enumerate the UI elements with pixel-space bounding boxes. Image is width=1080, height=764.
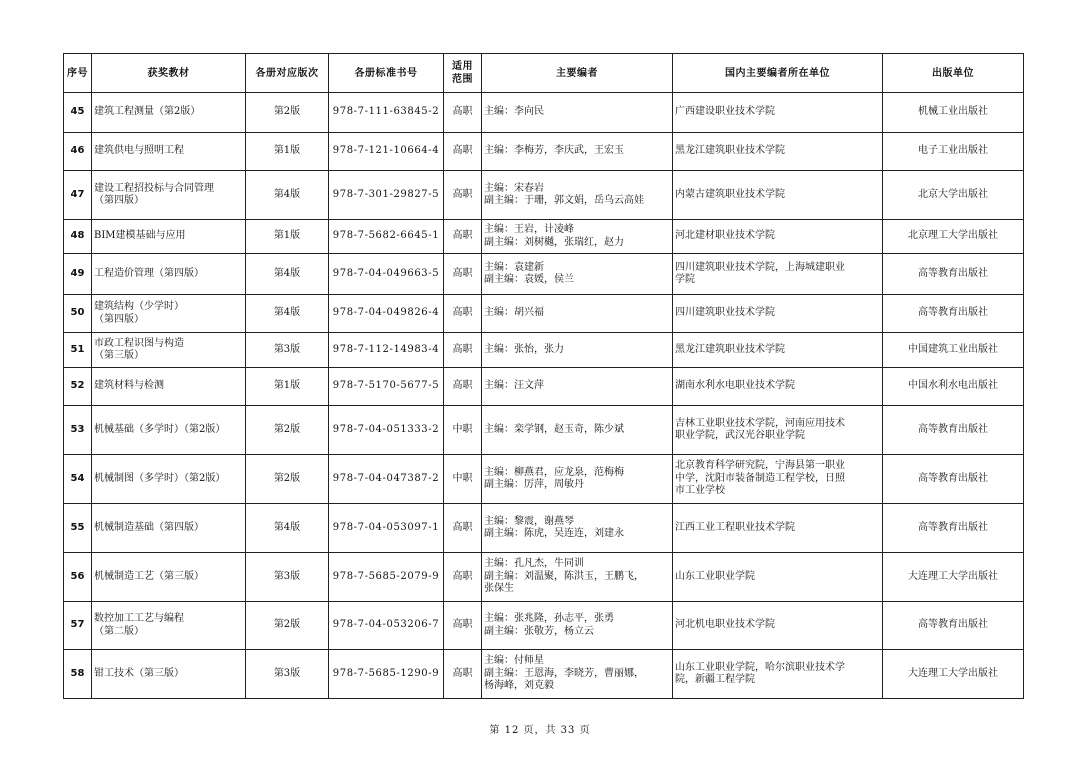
table-row [64, 254, 1024, 295]
isbn-number: 978-7-5682-6645-1 [329, 220, 444, 254]
main-editors-line: 副主编：刘树樾，张瑞红，赵力 [484, 236, 624, 248]
editor-organization-line: 河北建材职业技术学院 [675, 230, 775, 242]
isbn-number: 978-7-04-053206-7 [329, 602, 444, 650]
main-editors-line: 主编：付师星 [484, 655, 544, 667]
row-number: 50 [64, 295, 92, 333]
row-number: 56 [64, 553, 92, 602]
edition-version: 第2版 [246, 93, 329, 133]
main-editors [482, 602, 673, 650]
editor-organization-line: 吉林工业职业技术学院，河南应用技术 [675, 417, 845, 429]
applicable-scope: 高职 [444, 368, 482, 406]
editor-organization [673, 93, 883, 133]
textbook-title [92, 220, 246, 254]
main-editors-line: 主编：孔凡杰，牛同训 [484, 558, 584, 570]
editor-organization-line: 广西建设职业技术学院 [675, 106, 775, 118]
isbn-number: 978-7-04-053097-1 [329, 504, 444, 553]
editor-organization-line: 黑龙江建筑职业技术学院 [675, 145, 785, 157]
main-editors-line: 主编：栾学钢，赵玉奇，陈少斌 [484, 423, 624, 435]
editor-organization [673, 220, 883, 254]
table-row [64, 93, 1024, 133]
main-editors-line: 主编：宋春岩 [484, 182, 544, 194]
editor-organization [673, 602, 883, 650]
textbook-title-line: 建筑结构（少学时） [94, 301, 184, 312]
isbn-number: 978-7-301-29827-5 [329, 171, 444, 220]
main-editors [482, 295, 673, 333]
editor-organization [673, 368, 883, 406]
isbn-number: 978-7-04-049663-5 [329, 254, 444, 295]
edition-version: 第3版 [246, 553, 329, 602]
editor-organization-line: 黑龙江建筑职业技术学院 [675, 343, 785, 355]
applicable-scope: 高职 [444, 295, 482, 333]
main-editors-line: 主编：张怡，张力 [484, 343, 564, 355]
table-row [64, 553, 1024, 602]
editor-organization-line: 湖南水利水电职业技术学院 [675, 380, 795, 392]
isbn-number: 978-7-111-63845-2 [329, 93, 444, 133]
edition-version: 第1版 [246, 133, 329, 171]
editor-organization-line: 山东工业职业学院，哈尔滨职业技术学 [675, 661, 845, 673]
textbook-title [92, 333, 246, 368]
textbook-title [92, 650, 246, 699]
textbook-title-line: 市政工程识图与构造 [94, 337, 184, 349]
header-no: 序号 [64, 54, 92, 93]
main-editors-line: 副主编：张敬芳，杨立云 [484, 625, 594, 637]
row-number: 53 [64, 406, 92, 455]
publisher-name: 高等教育出版社 [883, 406, 1024, 455]
table-row [64, 295, 1024, 333]
main-editors-line: 副主编：陈虎，吴连连，刘建永 [484, 528, 624, 539]
main-editors-line: 副主编：刘温聚，陈洪玉，王鹏飞， [484, 570, 644, 582]
editor-organization [673, 171, 883, 220]
editor-organization [673, 650, 883, 699]
applicable-scope: 高职 [444, 171, 482, 220]
editor-organization-line: 中学，沈阳市装备制造工程学校，日照 [675, 472, 845, 484]
applicable-scope: 高职 [444, 333, 482, 368]
main-editors [482, 220, 673, 254]
textbook-title-line: 工程造价管理（第四版） [94, 267, 204, 279]
applicable-scope: 高职 [444, 133, 482, 171]
textbook-title [92, 602, 246, 650]
applicable-scope: 高职 [444, 254, 482, 295]
edition-version: 第3版 [246, 650, 329, 699]
textbook-title-line: 机械制图（多学时）（第2版） [94, 472, 226, 484]
applicable-scope: 中职 [444, 406, 482, 455]
publisher-name: 高等教育出版社 [883, 504, 1024, 553]
textbook-title-line: （第二版） [94, 625, 144, 637]
row-number: 51 [64, 333, 92, 368]
applicable-scope: 高职 [444, 504, 482, 553]
editor-organization-line: 山东工业职业学院 [675, 570, 755, 582]
row-number: 45 [64, 93, 92, 133]
main-editors [482, 455, 673, 504]
header-editors: 主要编者 [482, 54, 673, 93]
applicable-scope: 中职 [444, 455, 482, 504]
textbook-title-line: 建筑工程测量（第2版） [94, 106, 201, 118]
editor-organization [673, 553, 883, 602]
publisher-name: 北京理工大学出版社 [883, 220, 1024, 254]
table-row [64, 333, 1024, 368]
table-row [64, 368, 1024, 406]
textbook-title-line: BIM建模基础与应用 [94, 230, 186, 242]
main-editors-line: 杨海峰，刘克毅 [484, 680, 554, 692]
main-editors [482, 368, 673, 406]
publisher-name: 机械工业出版社 [883, 93, 1024, 133]
textbook-title [92, 455, 246, 504]
textbook-title [92, 93, 246, 133]
textbook-title [92, 133, 246, 171]
main-editors-line: 主编：黎震，谢燕琴 [484, 515, 574, 527]
table-row [64, 455, 1024, 504]
edition-version: 第4版 [246, 295, 329, 333]
header-isbn: 各册标准书号 [329, 54, 444, 93]
edition-version: 第1版 [246, 368, 329, 406]
applicable-scope: 高职 [444, 650, 482, 699]
main-editors [482, 133, 673, 171]
main-editors-line: 主编：袁建新 [484, 261, 544, 273]
publisher-name: 电子工业出版社 [883, 133, 1024, 171]
main-editors-line: 张保生 [484, 583, 514, 595]
main-editors-line: 副主编：于珊，郭文娟，岳乌云高娃 [484, 195, 644, 206]
edition-version: 第3版 [246, 333, 329, 368]
table-row [64, 220, 1024, 254]
textbook-title [92, 254, 246, 295]
row-number: 57 [64, 602, 92, 650]
editor-organization-line: 学院 [675, 274, 695, 285]
isbn-number: 978-7-5685-2079-9 [329, 553, 444, 602]
textbook-title-line: 数控加工工艺与编程 [94, 613, 184, 624]
row-number: 58 [64, 650, 92, 699]
main-editors-line: 主编：张兆隆，孙志平，张勇 [484, 613, 614, 624]
textbook-title [92, 553, 246, 602]
row-number: 47 [64, 171, 92, 220]
main-editors-line: 主编：王岩，计凌峰 [484, 224, 574, 235]
edition-version: 第2版 [246, 455, 329, 504]
applicable-scope: 高职 [444, 220, 482, 254]
editor-organization-line: 院，新疆工程学院 [675, 674, 755, 685]
main-editors-line: 主编：李向民 [484, 106, 544, 118]
textbook-title-line: 建筑材料与检测 [94, 380, 164, 392]
header-scope-line2: 范围 [452, 74, 473, 85]
editor-organization-line: 市工业学校 [675, 485, 725, 497]
table-body [64, 93, 1024, 699]
header-publisher: 出版单位 [883, 54, 1024, 93]
edition-version: 第2版 [246, 602, 329, 650]
editor-organization [673, 504, 883, 553]
isbn-number: 978-7-121-10664-4 [329, 133, 444, 171]
main-editors [482, 254, 673, 295]
editor-organization-line: 河北机电职业技术学院 [675, 619, 775, 631]
editor-organization-line: 内蒙古建筑职业技术学院 [675, 188, 785, 200]
main-editors-line: 主编：李梅芳，李庆武，王宏玉 [484, 145, 624, 157]
publisher-name: 高等教育出版社 [883, 455, 1024, 504]
table-row [64, 602, 1024, 650]
main-editors [482, 333, 673, 368]
textbook-title-line: （第四版） [94, 195, 144, 206]
textbook-title-line: 建设工程招投标与合同管理 [94, 182, 214, 194]
table-row [64, 406, 1024, 455]
textbook-title [92, 504, 246, 553]
publisher-name: 大连理工大学出版社 [883, 553, 1024, 602]
textbook-title [92, 406, 246, 455]
textbook-title-line: 机械制造工艺（第三版） [94, 570, 204, 582]
main-editors [482, 504, 673, 553]
isbn-number: 978-7-112-14983-4 [329, 333, 444, 368]
publisher-name: 中国水利水电出版社 [883, 368, 1024, 406]
editor-organization [673, 406, 883, 455]
row-number: 48 [64, 220, 92, 254]
editor-organization [673, 455, 883, 504]
applicable-scope: 高职 [444, 93, 482, 133]
edition-version: 第4版 [246, 504, 329, 553]
publisher-name: 北京大学出版社 [883, 171, 1024, 220]
publisher-name: 高等教育出版社 [883, 295, 1024, 333]
header-scope-line1: 适用 [452, 61, 473, 72]
main-editors [482, 553, 673, 602]
textbook-title-line: （第三版） [94, 350, 144, 361]
main-editors-line: 主编：汪文萍 [484, 380, 544, 392]
editor-organization-line: 四川建筑职业技术学院，上海城建职业 [675, 261, 845, 273]
textbook-title [92, 368, 246, 406]
applicable-scope: 高职 [444, 602, 482, 650]
main-editors [482, 171, 673, 220]
table-row [64, 133, 1024, 171]
header-version: 各册对应版次 [246, 54, 329, 93]
header-org: 国内主要编者所在单位 [673, 54, 883, 93]
table-row [64, 171, 1024, 220]
row-number: 49 [64, 254, 92, 295]
isbn-number: 978-7-04-049826-4 [329, 295, 444, 333]
isbn-number: 978-7-5170-5677-5 [329, 368, 444, 406]
edition-version: 第2版 [246, 406, 329, 455]
header-scope [444, 54, 482, 93]
row-number: 55 [64, 504, 92, 553]
editor-organization [673, 133, 883, 171]
publisher-name: 高等教育出版社 [883, 254, 1024, 295]
textbook-title [92, 295, 246, 333]
textbook-title [92, 171, 246, 220]
editor-organization [673, 333, 883, 368]
editor-organization-line: 北京教育科学研究院，宁海县第一职业 [675, 460, 845, 472]
isbn-number: 978-7-04-047387-2 [329, 455, 444, 504]
main-editors-line: 主编：柳燕君，应龙泉，范梅梅 [484, 466, 624, 478]
main-editors-line: 副主编：厉萍，周敏丹 [484, 479, 584, 490]
main-editors-line: 主编：胡兴福 [484, 307, 544, 319]
editor-organization [673, 295, 883, 333]
table-header-row [64, 54, 1024, 93]
editor-organization-line: 职业学院，武汉光谷职业学院 [675, 430, 805, 441]
editor-organization-line: 四川建筑职业技术学院 [675, 307, 775, 319]
main-editors [482, 406, 673, 455]
applicable-scope: 高职 [444, 553, 482, 602]
edition-version: 第1版 [246, 220, 329, 254]
edition-version: 第4版 [246, 171, 329, 220]
page-footer: 第 12 页，共 33 页 [489, 725, 591, 736]
textbook-title-line: 机械制造基础（第四版） [94, 521, 204, 533]
row-number: 46 [64, 133, 92, 171]
editor-organization [673, 254, 883, 295]
publisher-name: 大连理工大学出版社 [883, 650, 1024, 699]
publisher-name: 中国建筑工业出版社 [883, 333, 1024, 368]
table-row [64, 504, 1024, 553]
isbn-number: 978-7-5685-1290-9 [329, 650, 444, 699]
main-editors [482, 93, 673, 133]
isbn-number: 978-7-04-051333-2 [329, 406, 444, 455]
textbook-title-line: 机械基础（多学时）（第2版） [94, 423, 226, 435]
table-row [64, 650, 1024, 699]
textbook-title-line: （第四版） [94, 313, 144, 325]
main-editors-line: 副主编：王恩海，李晓芳，曹丽娜， [484, 667, 644, 679]
row-number: 52 [64, 368, 92, 406]
publisher-name: 高等教育出版社 [883, 602, 1024, 650]
main-editors [482, 650, 673, 699]
edition-version: 第4版 [246, 254, 329, 295]
row-number: 54 [64, 455, 92, 504]
main-editors-line: 副主编：袁媛，侯兰 [484, 274, 574, 285]
textbook-title-line: 钳工技术（第三版） [94, 667, 184, 679]
header-title: 获奖教材 [92, 54, 246, 93]
award-textbook-table [63, 53, 1024, 699]
textbook-title-line: 建筑供电与照明工程 [94, 145, 184, 157]
editor-organization-line: 江西工业工程职业技术学院 [675, 521, 795, 533]
